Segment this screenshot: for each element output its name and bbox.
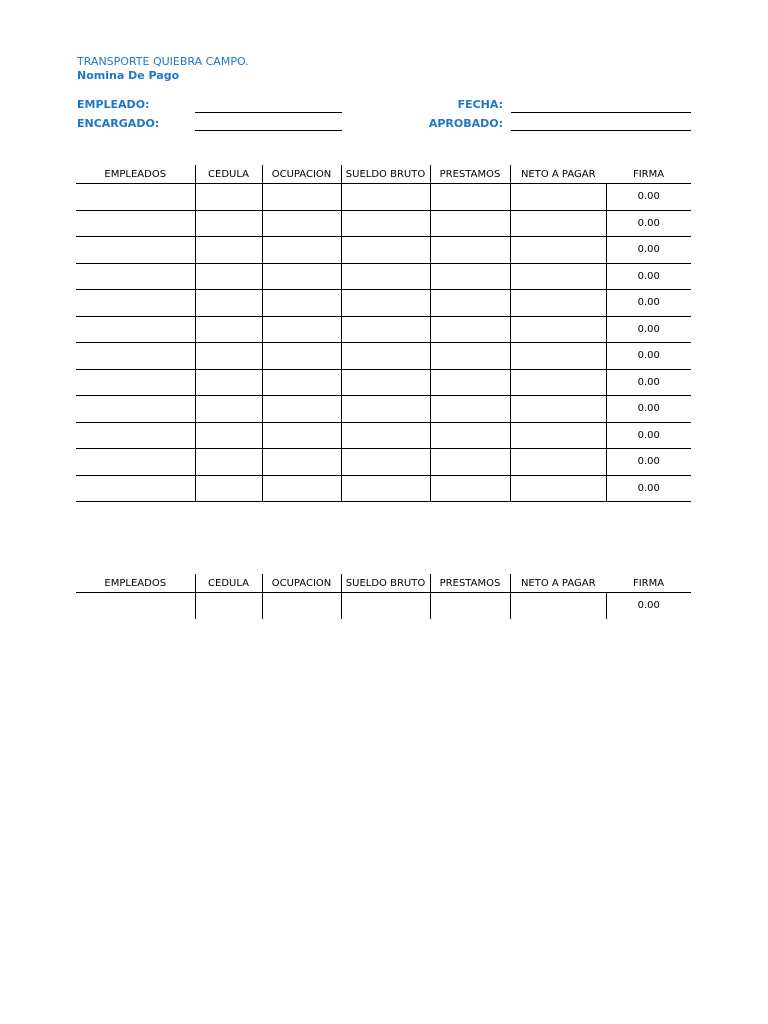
empleado-cell[interactable] <box>76 290 195 317</box>
neto-a-pagar-cell[interactable] <box>510 449 606 476</box>
prestamos-cell[interactable] <box>430 343 510 370</box>
payroll-table <box>76 165 691 502</box>
encargado-field-line[interactable] <box>195 130 342 131</box>
table-row <box>76 343 691 370</box>
firma-cell: 0.00 <box>606 422 691 449</box>
table-row <box>76 237 691 264</box>
document-title: Nomina De Pago <box>77 69 180 82</box>
neto-a-pagar-cell[interactable] <box>510 396 606 423</box>
sueldo-bruto-cell[interactable] <box>341 237 430 264</box>
col-sueldo-bruto: SUELDO BRUTO <box>341 165 430 184</box>
col-prestamos: PRESTAMOS <box>430 574 510 593</box>
ocupacion-cell[interactable] <box>262 593 341 619</box>
empleado-cell[interactable] <box>76 396 195 423</box>
col-ocupacion: OCUPACION <box>262 574 341 593</box>
ocupacion-cell[interactable] <box>262 422 341 449</box>
col-firma: FIRMA <box>606 165 691 184</box>
cedula-cell[interactable] <box>195 449 262 476</box>
prestamos-cell[interactable] <box>430 422 510 449</box>
neto-a-pagar-cell[interactable] <box>510 369 606 396</box>
encargado-label: ENCARGADO: <box>77 117 160 130</box>
table-row <box>76 422 691 449</box>
cedula-cell[interactable] <box>195 263 262 290</box>
empleado-cell[interactable] <box>76 449 195 476</box>
firma-cell: 0.00 <box>606 210 691 237</box>
firma-cell: 0.00 <box>606 593 691 619</box>
aprobado-field-line[interactable] <box>511 130 691 131</box>
ocupacion-cell[interactable] <box>262 290 341 317</box>
col-neto-a-pagar: NETO A PAGAR <box>510 574 606 593</box>
neto-a-pagar-cell[interactable] <box>510 290 606 317</box>
ocupacion-cell[interactable] <box>262 210 341 237</box>
prestamos-cell[interactable] <box>430 263 510 290</box>
prestamos-cell[interactable] <box>430 449 510 476</box>
fecha-label: FECHA: <box>457 98 503 111</box>
table-row <box>76 316 691 343</box>
prestamos-cell[interactable] <box>430 475 510 502</box>
payroll-table-2 <box>76 574 691 619</box>
table-row <box>76 475 691 502</box>
firma-cell: 0.00 <box>606 343 691 370</box>
table-row <box>76 369 691 396</box>
sueldo-bruto-cell[interactable] <box>341 290 430 317</box>
prestamos-cell[interactable] <box>430 396 510 423</box>
empleado-field-line[interactable] <box>195 112 342 113</box>
sueldo-bruto-cell[interactable] <box>341 422 430 449</box>
cedula-cell[interactable] <box>195 316 262 343</box>
cedula-cell[interactable] <box>195 290 262 317</box>
col-sueldo-bruto: SUELDO BRUTO <box>341 574 430 593</box>
col-empleados: EMPLEADOS <box>76 574 195 593</box>
prestamos-cell[interactable] <box>430 210 510 237</box>
firma-cell: 0.00 <box>606 184 691 211</box>
table-row <box>76 210 691 237</box>
col-empleados: EMPLEADOS <box>76 165 195 184</box>
col-firma: FIRMA <box>606 574 691 593</box>
empleado-cell[interactable] <box>76 184 195 211</box>
neto-a-pagar-cell[interactable] <box>510 316 606 343</box>
sueldo-bruto-cell[interactable] <box>341 210 430 237</box>
ocupacion-cell[interactable] <box>262 316 341 343</box>
ocupacion-cell[interactable] <box>262 396 341 423</box>
firma-cell: 0.00 <box>606 449 691 476</box>
ocupacion-cell[interactable] <box>262 343 341 370</box>
empleado-cell[interactable] <box>76 343 195 370</box>
ocupacion-cell[interactable] <box>262 237 341 264</box>
neto-a-pagar-cell[interactable] <box>510 422 606 449</box>
neto-a-pagar-cell[interactable] <box>510 593 606 619</box>
empleado-cell[interactable] <box>76 475 195 502</box>
ocupacion-cell[interactable] <box>262 184 341 211</box>
sueldo-bruto-cell[interactable] <box>341 316 430 343</box>
prestamos-cell[interactable] <box>430 369 510 396</box>
table-row <box>76 396 691 423</box>
ocupacion-cell[interactable] <box>262 369 341 396</box>
firma-cell: 0.00 <box>606 263 691 290</box>
sueldo-bruto-cell[interactable] <box>341 343 430 370</box>
cedula-cell[interactable] <box>195 237 262 264</box>
empleado-cell[interactable] <box>76 237 195 264</box>
cedula-cell[interactable] <box>195 369 262 396</box>
empleado-cell[interactable] <box>76 210 195 237</box>
neto-a-pagar-cell[interactable] <box>510 343 606 370</box>
col-ocupacion: OCUPACION <box>262 165 341 184</box>
cedula-cell[interactable] <box>195 422 262 449</box>
neto-a-pagar-cell[interactable] <box>510 263 606 290</box>
fecha-field-line[interactable] <box>511 112 691 113</box>
prestamos-cell[interactable] <box>430 184 510 211</box>
col-cedula: CEDULA <box>195 165 262 184</box>
col-prestamos: PRESTAMOS <box>430 165 510 184</box>
empleado-cell[interactable] <box>76 593 195 619</box>
neto-a-pagar-cell[interactable] <box>510 475 606 502</box>
prestamos-cell[interactable] <box>430 593 510 619</box>
ocupacion-cell[interactable] <box>262 475 341 502</box>
firma-cell: 0.00 <box>606 369 691 396</box>
empleado-cell[interactable] <box>76 369 195 396</box>
firma-cell: 0.00 <box>606 316 691 343</box>
firma-cell: 0.00 <box>606 475 691 502</box>
neto-a-pagar-cell[interactable] <box>510 184 606 211</box>
cedula-cell[interactable] <box>195 343 262 370</box>
neto-a-pagar-cell[interactable] <box>510 210 606 237</box>
col-cedula: CEDULA <box>195 574 262 593</box>
ocupacion-cell[interactable] <box>262 449 341 476</box>
empleado-cell[interactable] <box>76 422 195 449</box>
cedula-cell[interactable] <box>195 396 262 423</box>
sueldo-bruto-cell[interactable] <box>341 396 430 423</box>
prestamos-cell[interactable] <box>430 237 510 264</box>
empleado-cell[interactable] <box>76 263 195 290</box>
prestamos-cell[interactable] <box>430 316 510 343</box>
table-header-row <box>76 574 691 593</box>
table-row <box>76 449 691 476</box>
company-name: TRANSPORTE QUIEBRA CAMPO. <box>77 55 249 68</box>
table-row <box>76 290 691 317</box>
prestamos-cell[interactable] <box>430 290 510 317</box>
neto-a-pagar-cell[interactable] <box>510 237 606 264</box>
cedula-cell[interactable] <box>195 210 262 237</box>
sueldo-bruto-cell[interactable] <box>341 593 430 619</box>
sueldo-bruto-cell[interactable] <box>341 475 430 502</box>
empleado-label: EMPLEADO: <box>77 98 150 111</box>
table-row <box>76 593 691 619</box>
sueldo-bruto-cell[interactable] <box>341 369 430 396</box>
table-row <box>76 184 691 211</box>
table-row <box>76 263 691 290</box>
col-neto-a-pagar: NETO A PAGAR <box>510 165 606 184</box>
cedula-cell[interactable] <box>195 593 262 619</box>
cedula-cell[interactable] <box>195 475 262 502</box>
firma-cell: 0.00 <box>606 237 691 264</box>
firma-cell: 0.00 <box>606 290 691 317</box>
ocupacion-cell[interactable] <box>262 263 341 290</box>
sueldo-bruto-cell[interactable] <box>341 263 430 290</box>
table-header-row <box>76 165 691 184</box>
empleado-cell[interactable] <box>76 316 195 343</box>
cedula-cell[interactable] <box>195 184 262 211</box>
firma-cell: 0.00 <box>606 396 691 423</box>
sueldo-bruto-cell[interactable] <box>341 184 430 211</box>
sueldo-bruto-cell[interactable] <box>341 449 430 476</box>
aprobado-label: APROBADO: <box>428 117 503 130</box>
